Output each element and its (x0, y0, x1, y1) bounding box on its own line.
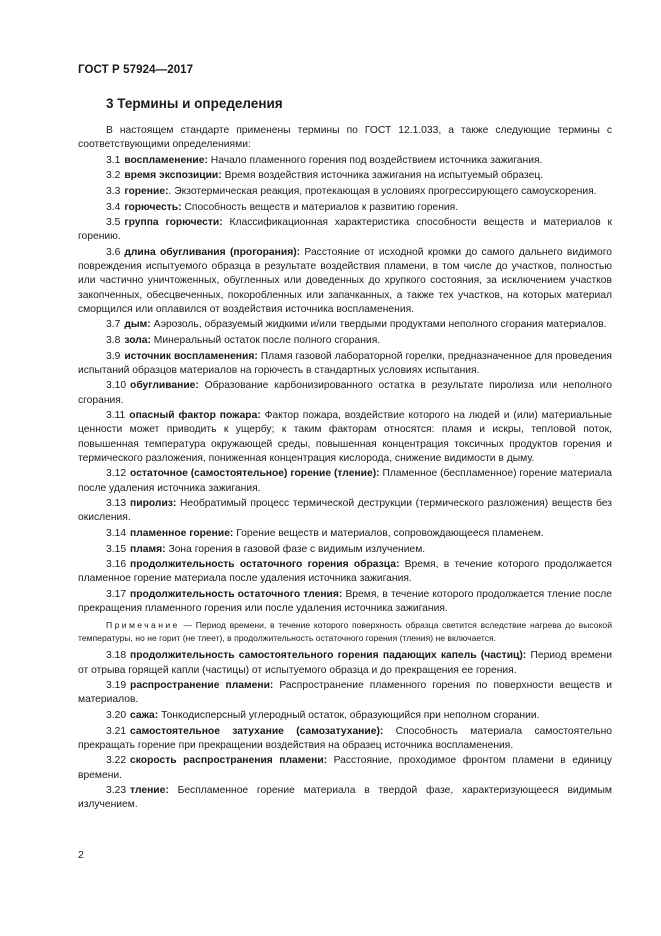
term-entry (78, 588, 612, 616)
term-number: 3.7 (106, 319, 121, 331)
term-definition: Аэрозоль, образуемый жидкими и/или твердыми продуктами неполного сгорания материалов. (153, 319, 607, 331)
term-definition: Время воздействия источника зажигания на испытуемый образец. (224, 170, 544, 182)
term-definition: Способность материала самостоятельно прекращать горение при прекращении воздействия на образец источника воспламенения. (78, 725, 612, 751)
term-definition: Необратимый процесс термической деструкции (термического разложения) веществ без окисления. (78, 498, 612, 524)
term-name: обугливание: (130, 380, 199, 392)
term-number: 3.21 (106, 725, 127, 737)
term-name: самостоятельное затухание (самозатухание): (130, 725, 384, 737)
term-name: распространение пламени: (130, 680, 274, 692)
term-entry (78, 543, 612, 557)
term-name: продолжительность остаточного тления: (130, 588, 343, 600)
term-entry (78, 784, 612, 812)
term-definition: Период времени от отрыва горящей капли (частицы) от испытуемого образца и до прекращения ее горения. (78, 650, 612, 676)
term-name: группа горючести: (124, 217, 223, 229)
note-label: Примечание (106, 620, 180, 631)
term-entry (78, 679, 612, 707)
term-number: 3.11 (106, 410, 126, 422)
term-name: время экспозиции: (124, 170, 222, 182)
term-number: 3.19 (106, 680, 127, 692)
term-entry (78, 334, 612, 348)
term-number: 3.10 (106, 380, 127, 392)
term-entry (78, 350, 612, 378)
term-entry (78, 558, 612, 586)
term-entry (78, 185, 612, 199)
term-number: 3.16 (106, 559, 127, 571)
term-name: продолжительность самостоятельного горения падающих капель (частиц): (130, 650, 527, 662)
term-definition: Классификационная характеристика способности веществ и материалов к горению. (78, 217, 612, 243)
term-definition: . Экзотермическая реакция, протекающая в условиях прогрессирующего самоускорения. (168, 185, 597, 197)
document-header: ГОСТ Р 57924—2017 (78, 64, 194, 76)
term-name: источник воспламенения: (124, 350, 258, 362)
term-entry (78, 201, 612, 215)
term-definition: Способность веществ и материалов к развитию горения. (184, 201, 459, 213)
term-number: 3.5 (106, 217, 121, 229)
page-number: 2 (78, 849, 84, 861)
term-number: 3.20 (106, 709, 127, 721)
term-number: 3.8 (106, 334, 121, 346)
term-name: опасный фактор пожара: (129, 410, 261, 422)
term-number: 3.14 (106, 527, 127, 539)
terms-list (78, 154, 612, 617)
term-entry (78, 497, 612, 525)
term-definition: Горение веществ и материалов, сопровождающееся пламенем. (236, 527, 544, 539)
term-name: сажа: (130, 709, 159, 721)
term-name: тление: (130, 785, 169, 797)
term-definition: Фактор пожара, воздействие которого на людей и (или) материальные ценности может приводить к ущербу; к таким факторам относятся: пламя и искры, тепловой поток, повышенная температура окружающей среды, повышенная концентрация токсичных продуктов горения и термического разложения, пониженная концентрация кислорода, снижение видимости в дыму. (78, 410, 612, 464)
term-definition: Образование карбонизированного остатка в результате пиролиза или неполного сгорания. (78, 380, 612, 406)
term-definition: Минеральный остаток после полного сгорания. (153, 334, 381, 346)
term-number: 3.12 (106, 468, 127, 480)
term-entry (78, 754, 612, 782)
term-name: продолжительность остаточного горения образца: (130, 559, 400, 571)
term-entry (78, 649, 612, 677)
document-body (78, 124, 612, 814)
section-title: 3 Термины и определения (106, 96, 283, 111)
term-name: пламя: (130, 543, 166, 555)
note-text: — Период времени, в течение которого поверхность образца светится вследствие нагрева до высокой температуры, но не горит (не тлеет), в продолжительность остаточного горения (тления) не включается. (78, 620, 613, 643)
term-entry (78, 527, 612, 541)
term-number: 3.9 (106, 350, 121, 362)
term-number: 3.3 (106, 185, 121, 197)
term-entry (78, 169, 612, 183)
term-definition: Тонкодисперсный углеродный остаток, образующийся при неполном сгорании. (161, 709, 540, 721)
term-entry (78, 409, 612, 466)
term-entry (78, 154, 612, 168)
term-number: 3.6 (106, 246, 121, 258)
term-entry (78, 246, 612, 317)
term-number: 3.4 (106, 201, 121, 213)
intro-paragraph: В настоящем стандарте применены термины по ГОСТ 12.1.033, а также следующие термины с соответствующими определениями: (78, 125, 612, 151)
term-number: 3.18 (106, 650, 127, 662)
term-entry (78, 379, 612, 407)
term-entry (78, 467, 612, 495)
term-number: 3.15 (106, 543, 127, 555)
term-number: 3.13 (106, 498, 127, 510)
term-definition: Время, в течение которого продолжается пламенное горение материала после удаления источника зажигания. (78, 559, 612, 585)
term-entry (78, 709, 612, 723)
term-name: зола: (124, 334, 151, 346)
term-number: 3.23 (106, 785, 127, 797)
term-name: скорость распространения пламени: (130, 755, 328, 767)
term-number: 3.1 (106, 154, 121, 166)
term-name: горение: (124, 185, 169, 197)
term-entry (78, 216, 612, 244)
term-definition: Пламя газовой лабораторной горелки, предназначенное для проведения испытаний образцов материалов на горючесть в стандартных условиях испытания. (78, 350, 612, 376)
term-definition: Начало пламенного горения под воздействием источника зажигания. (210, 154, 543, 166)
term-definition: Расстояние от исходной кромки до самого дальнего видимого повреждения испытуемого образца в результате воздействия пламени, в том числе до участков, полностью или частично уничтоженных, обугленных или доведенных до хрупкого состояния, за исключением участков закопченных, обесцвеченных, покоробленных или запачканных, а также тех участков, на которых материал сморщился или оплавился от воздействия источника воспламенения. (78, 246, 612, 315)
term-name: остаточное (самостоятельное) горение (тление): (130, 468, 380, 480)
term-name: горючесть: (124, 201, 182, 213)
term-definition: Расстояние, проходимое фронтом пламени в единицу времени. (78, 755, 612, 781)
term-definition: Пламенное (беспламенное) горение материала после удаления источника зажигания. (78, 468, 612, 494)
term-definition: Беспламенное горение материала в твердой фазе, характеризующееся видимым излучением. (78, 785, 612, 811)
term-entry (78, 318, 612, 332)
term-definition: Время, в течение которого продолжается тление после прекращения пламенного горения или после удаления источника зажигания. (78, 588, 612, 615)
terms-list-2 (78, 649, 612, 812)
term-name: воспламенение: (124, 154, 208, 166)
term-name: пиролиз: (130, 498, 177, 510)
term-definition: Зона горения в газовой фазе с видимым излучением. (168, 543, 426, 555)
term-name: пламенное горение: (130, 527, 234, 539)
term-number: 3.17 (106, 588, 127, 600)
term-definition: Распространение пламенного горения по поверхности веществ и материалов. (78, 680, 612, 706)
term-number: 3.22 (106, 755, 127, 767)
term-name: длина обугливания (прогорания): (124, 246, 301, 258)
term-entry (78, 725, 612, 753)
term-number: 3.2 (106, 170, 121, 182)
note (78, 619, 612, 644)
term-name: дым: (124, 319, 151, 331)
